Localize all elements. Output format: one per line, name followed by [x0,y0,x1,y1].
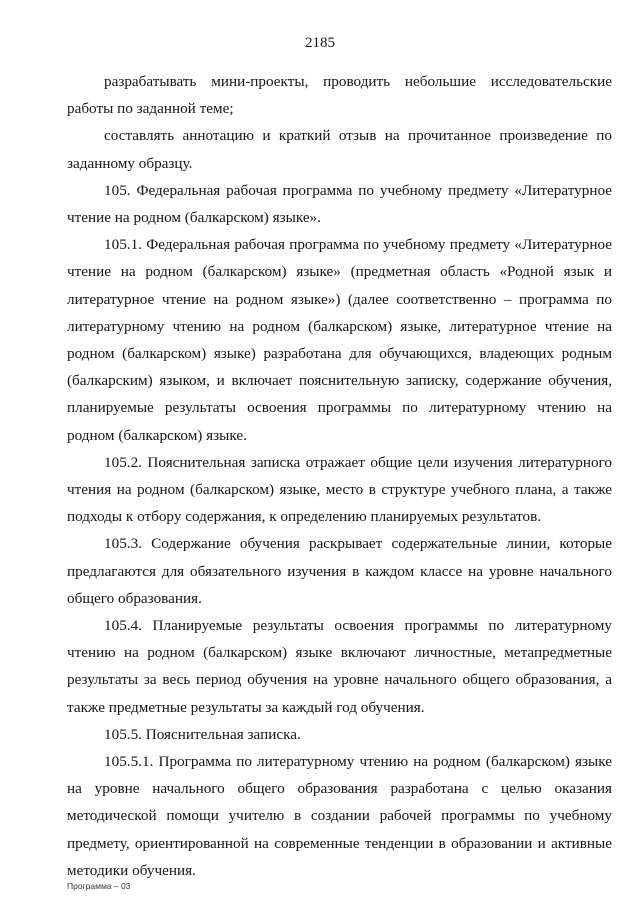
paragraph-105-5: 105.5. Пояснительная записка. [104,725,301,743]
paragraph-105-1: 105.1. Федеральная рабочая программа по учебному предмету «Литературное чтение на родном (балкарском) языке» (предметная область «Родной язык и литературное чтение на родном языке») (далее соответственно – программа по литературному чтению на родном (балкарском) языке, литературное чтение на родном (балкарском) языке) разработана для обучающихся, владеющих родным (балкарским) языком, и включает пояснительную записку, содержание обучения, планируемые результаты освоения программы по литературному чтению на родном (балкарском) языке. [67,236,612,444]
paragraph-105-5-1: 105.5.1. Программа по литературному чтению на родном (балкарском) языке на уровне начального общего образования разработана с целью оказания методической помощи учителю в создании рабочей программы по учебному предмету, ориентированной на современные тенденции в образовании и активные методики обучения. [67,753,612,879]
paragraph-annotation: составлять аннотацию и краткий отзыв на прочитанное произведение по заданному образцу. [67,127,612,172]
paragraph-mini-projects: разрабатывать мини-проекты, проводить небольшие исследовательские работы по заданной теме; [67,73,612,118]
paragraph-105-2: 105.2. Пояснительная записка отражает общие цели изучения литературного чтения на родном (балкарском) языке, место в структуре учебного плана, а также подходы к отбору содержания, к определению планируемых результатов. [67,453,612,526]
document-body [67,68,612,884]
footer-program-code: Программа – 03 [67,881,131,891]
page-number: 2185 [305,35,335,51]
paragraph-105-3: 105.3. Содержание обучения раскрывает содержательные линии, которые предлагаются для обязательного изучения в каждом классе на уровне начального общего образования. [67,535,612,607]
paragraph-105-4: 105.4. Планируемые результаты освоения программы по литературному чтению на родном (балкарском) языке включают личностные, метапредметные результаты за весь период обучения на уровне начального общего образования, а также предметные результаты за каждый год обучения. [67,617,612,716]
paragraph-105: 105. Федеральная рабочая программа по учебному предмету «Литературное чтение на родном (балкарском) языке». [67,181,612,227]
